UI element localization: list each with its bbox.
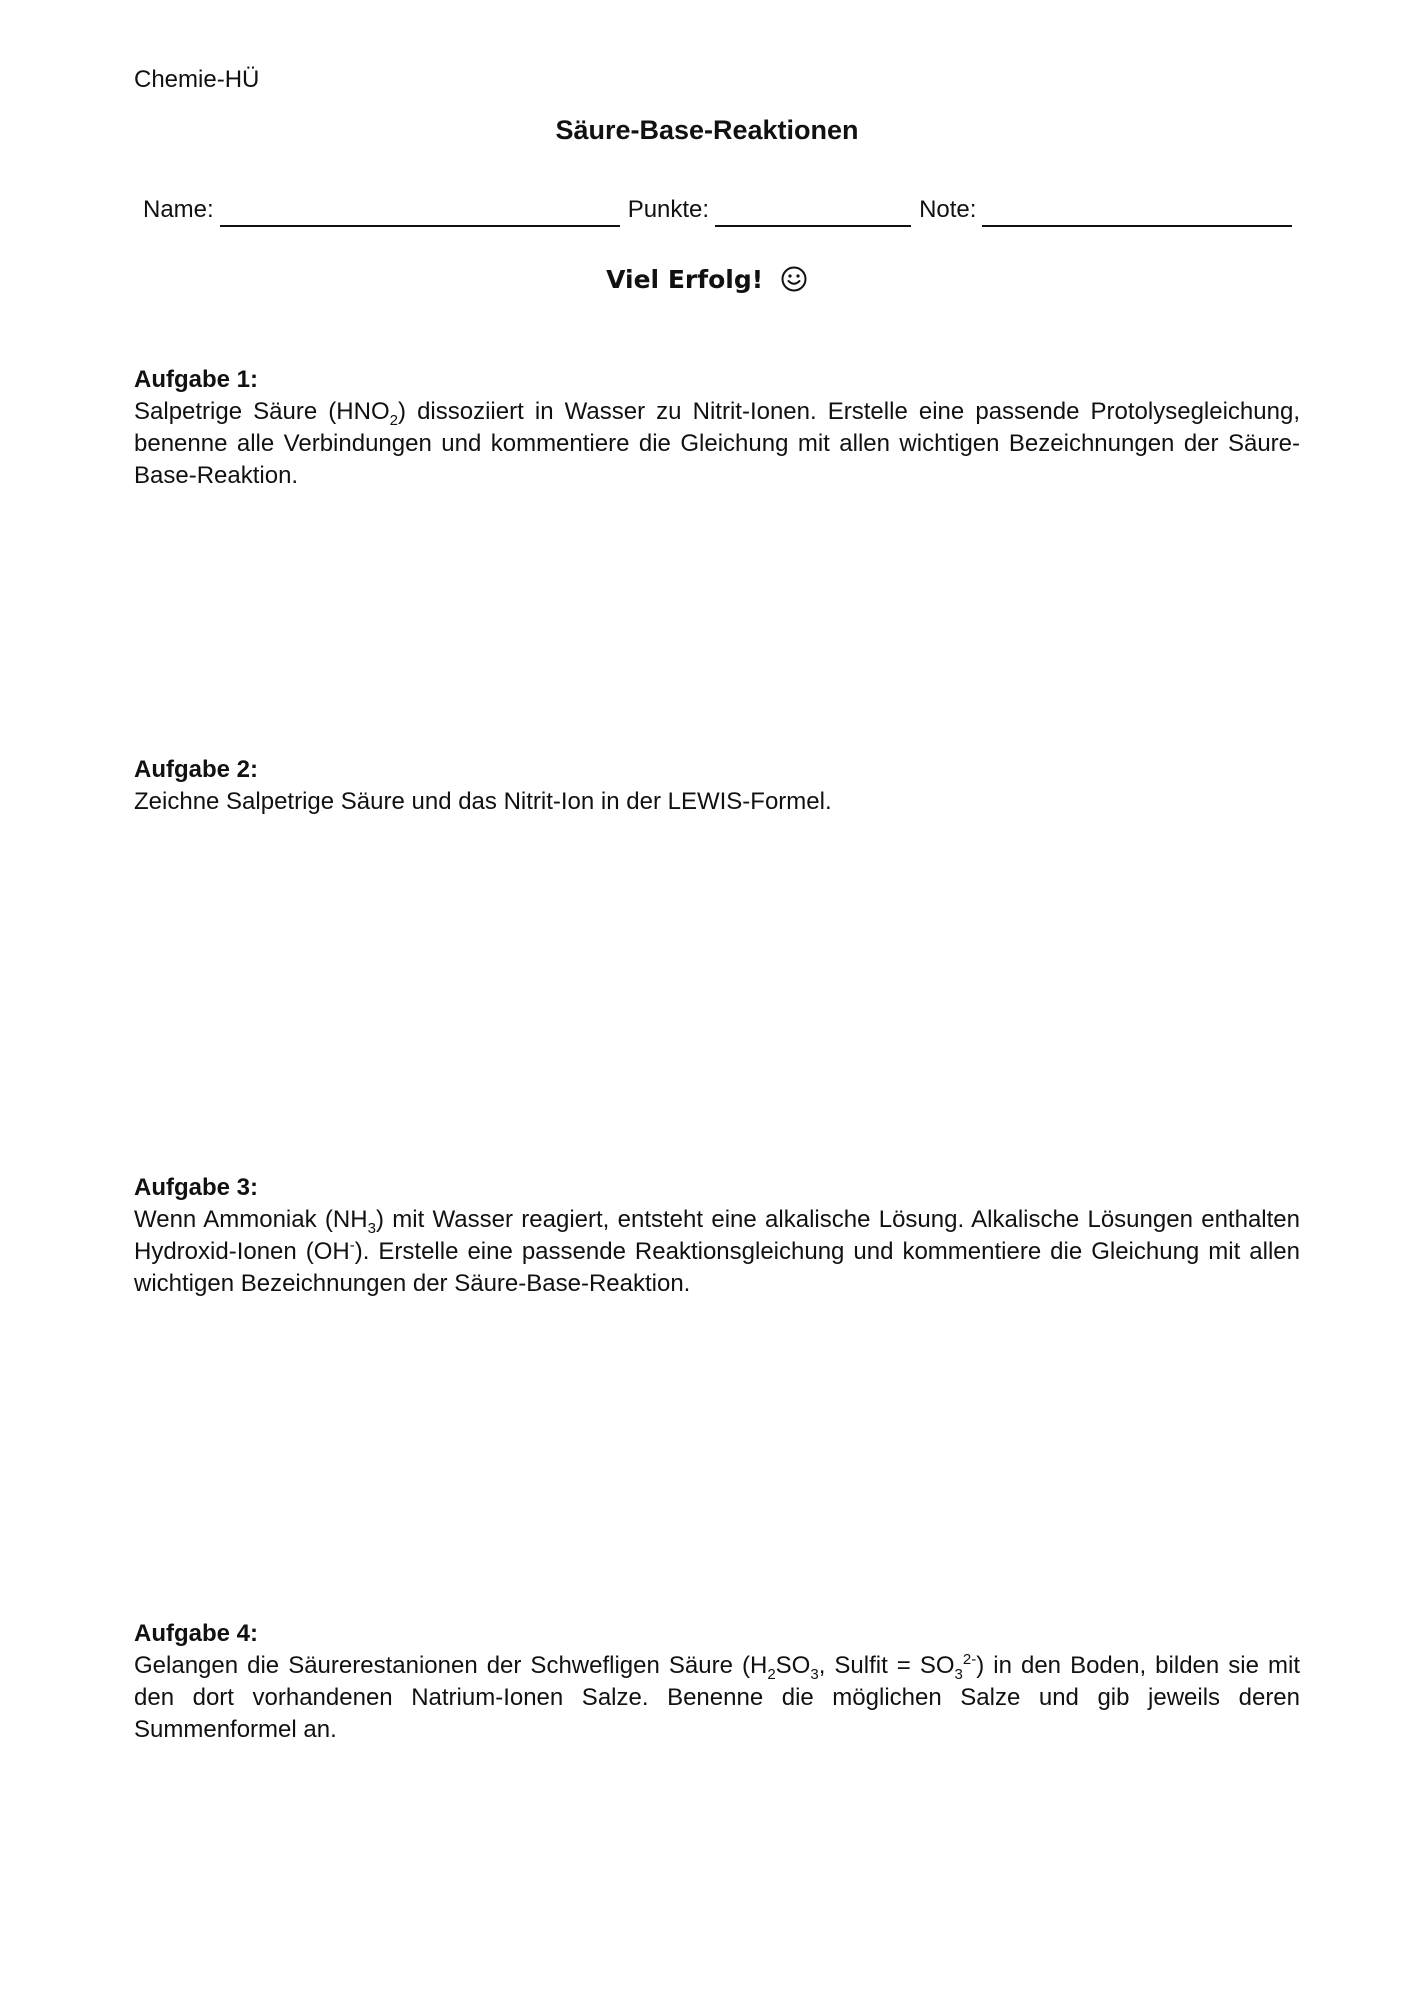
hno2-subscript: 2 bbox=[389, 411, 398, 429]
oh-base: OH bbox=[313, 1238, 350, 1265]
grade-label: Note: bbox=[919, 196, 977, 223]
oh-superscript: - bbox=[349, 1237, 355, 1254]
task-4-title: Aufgabe 4: bbox=[134, 1620, 259, 1647]
task-1-text-after: ) dissoziiert in Wasser zu Nitrit-Ionen. Erstelle eine passende Protolysegleichung, benenne alle Verbindungen und kommentiere die Gleichung mit allen wichtigen Bezeichnungen der Säure-Base-Reaktion. bbox=[134, 398, 1300, 489]
so3-formula bbox=[919, 1651, 977, 1683]
task-1-text-before: Salpetrige Säure ( bbox=[134, 398, 337, 425]
task-4-text-middle: , Sulfit = bbox=[818, 1652, 920, 1679]
task-2-text: Zeichne Salpetrige Säure und das Nitrit-Ion in der LEWIS-Formel. bbox=[134, 788, 832, 815]
task-3-text-before: Wenn Ammoniak ( bbox=[134, 1206, 333, 1233]
hno2-base: HNO bbox=[336, 398, 390, 425]
points-blank[interactable] bbox=[715, 199, 911, 227]
task-4 bbox=[134, 1618, 1300, 1746]
task-2 bbox=[134, 754, 1300, 818]
good-luck-message bbox=[0, 262, 1414, 298]
course-label: Chemie-HÜ bbox=[134, 66, 260, 93]
good-luck-text: Viel Erfolg! bbox=[606, 265, 764, 294]
task-3-title: Aufgabe 3: bbox=[134, 1174, 259, 1201]
h2so3-formula bbox=[749, 1652, 819, 1683]
oh-formula bbox=[314, 1238, 355, 1265]
name-blank[interactable] bbox=[220, 199, 620, 227]
task-3-text bbox=[134, 1204, 1300, 1300]
grade-blank[interactable] bbox=[982, 199, 1292, 227]
task-3-text-after: ). Erstelle eine passende Reaktionsgleichung und kommentiere die Gleichung mit allen wichtigen Bezeichnungen der Säure-Base-Reaktion. bbox=[134, 1238, 1300, 1297]
task-4-text bbox=[134, 1650, 1300, 1746]
task-1-title: Aufgabe 1: bbox=[134, 366, 259, 393]
h2so3-subscript-b: 3 bbox=[810, 1665, 819, 1683]
task-2-title: Aufgabe 2: bbox=[134, 756, 259, 783]
nh3-formula bbox=[332, 1206, 376, 1237]
h2so3-part-a: H bbox=[749, 1652, 768, 1679]
points-label: Punkte: bbox=[627, 196, 710, 223]
so3-subscript: 3 bbox=[954, 1665, 963, 1683]
task-1-text bbox=[134, 396, 1300, 492]
task-4-text-before: Gelangen die Säurerestanionen der Schwefligen Säure ( bbox=[134, 1652, 750, 1679]
name-label: Name: bbox=[143, 196, 214, 223]
h2so3-part-b: SO bbox=[775, 1652, 811, 1679]
task-1 bbox=[134, 364, 1300, 492]
worksheet-title: Säure-Base-Reaktionen bbox=[555, 115, 859, 145]
student-info-fields bbox=[143, 193, 1293, 227]
h2so3-subscript-a: 2 bbox=[767, 1665, 776, 1683]
task-4-text-after: ) in den Boden, bilden sie mit den dort vorhandenen Natrium-Ionen Salze. Benenne die möglichen Salze und gib jeweils deren Summenformel an. bbox=[134, 1652, 1300, 1743]
so3-superscript: 2- bbox=[962, 1651, 977, 1668]
task-3 bbox=[134, 1172, 1300, 1300]
so3-base: SO bbox=[919, 1652, 955, 1679]
hno2-formula bbox=[336, 398, 398, 429]
smiley-icon bbox=[780, 265, 808, 293]
nh3-subscript: 3 bbox=[367, 1219, 376, 1237]
task-3-text-middle: ) mit Wasser reagiert, entsteht eine alkalische Lösung. Alkalische Lösungen enthalten Hydroxid-Ionen ( bbox=[134, 1206, 1300, 1265]
nh3-base: NH bbox=[332, 1206, 368, 1233]
